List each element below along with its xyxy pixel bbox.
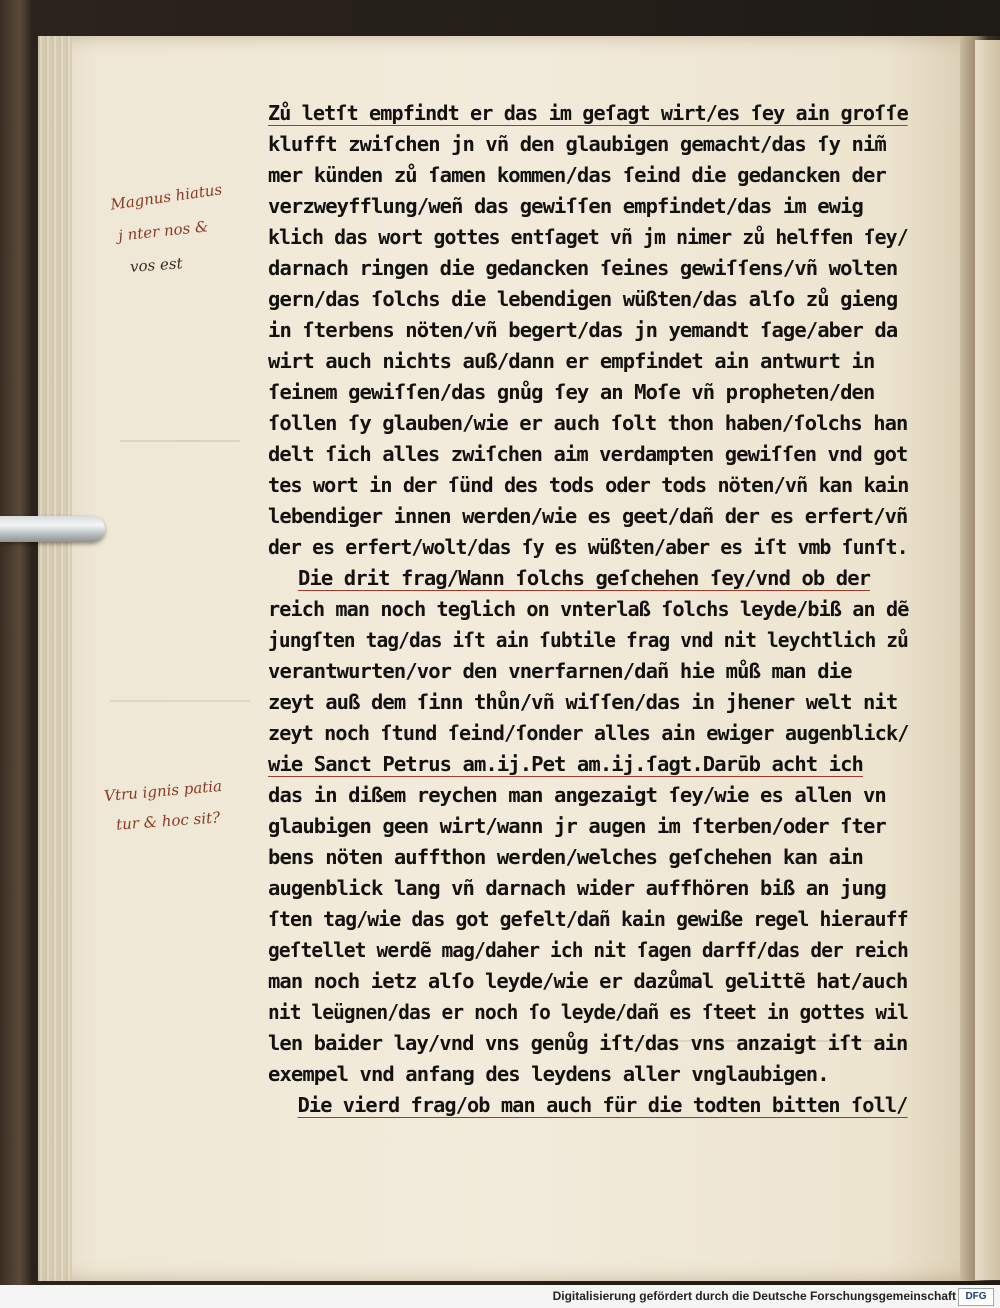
page-pointer-pin xyxy=(0,516,105,542)
text-line: man noch ietz alſo leyde/wie er dazůmal gelittẽ hat/auch xyxy=(268,969,908,993)
rubric-underline: Die vierd frag/ob man auch für die todten bitten ſoll/ xyxy=(297,1093,908,1117)
text-line: delt ſich alles zwiſchen aim verdampten gewiſſen vnd got xyxy=(268,442,908,466)
marginal-note: j nter nos & xyxy=(117,217,210,245)
footer-credit: Digitalisierung gefördert durch die Deutsche Forschungsgemeinschaft xyxy=(552,1289,956,1303)
text-line xyxy=(268,563,908,594)
text-line: verzweyfflung/weñ das gewiſſen empfindet/das im ewig xyxy=(268,194,863,218)
rubric-underline: Zů letſt empfindt er das im geſagt wirt/es ſey ain groſſe xyxy=(268,101,908,125)
text-line xyxy=(268,98,908,129)
text-line: tes wort in der ſünd des tods oder tods nöten/vñ kan kain xyxy=(268,473,909,497)
text-line: ſollen ſy glauben/wie er auch ſolt thon haben/ſolchs han xyxy=(268,411,908,435)
dfg-logo: DFG xyxy=(958,1288,994,1306)
text-line xyxy=(268,749,908,780)
text-line: verantwurten/vor den vnerfarnen/dañ hie můß man die xyxy=(268,659,852,683)
rubric-underline: Die drit frag/Wann ſolchs geſchehen ſey/vnd ob der xyxy=(298,566,871,590)
text-line: geſtellet werdẽ mag/daher ich nit ſagen darff/das der reich xyxy=(268,938,908,962)
text-line: augenblick lang vñ darnach wider auffhören biß an jung xyxy=(268,876,886,900)
text-line: nit leügnen/das er noch ſo leyde/dañ es ſteet in gottes wil xyxy=(268,1000,908,1024)
page-edge-left xyxy=(38,36,72,1281)
text-line: exempel vnd anfang des leydens aller vnglaubigen. xyxy=(268,1062,829,1086)
marginal-note: Magnus hiatus xyxy=(109,180,224,214)
rubric-underline: wie Sanct Petrus am.ij.Pet am.ij.ſagt.Darūb acht ich xyxy=(268,752,863,776)
text-line: reich man noch teglich on vnterlaß ſolchs leyde/biß an dẽ xyxy=(268,597,909,621)
marginal-note: Vtru ignis patia xyxy=(103,776,223,806)
text-line xyxy=(268,1090,908,1121)
show-through-mark xyxy=(120,440,240,442)
text-line: mer künden zů ſamen kommen/das ſeind die gedancken der xyxy=(268,163,886,187)
text-line: klufft zwiſchen jn vñ den glaubigen gemacht/das ſy nim̃ xyxy=(268,132,886,156)
text-line: len baider lay/vnd vns genůg iſt/das vns anzaigt iſt ain xyxy=(268,1031,908,1055)
text-line: ſeinem gewiſſen/das gnůg ſey an Moſe vñ propheten/den xyxy=(268,380,875,404)
main-text-block xyxy=(268,98,908,1121)
text-line: zeyt noch ſtund ſeind/ſonder alles ain ewiger augenblick/ xyxy=(268,721,909,745)
text-line: darnach ringen die gedancken ſeines gewiſſens/vñ wolten xyxy=(268,256,898,280)
text-line: lebendiger innen werden/wie es geet/dañ der es erfert/vñ xyxy=(268,504,908,528)
text-line: das in dißem reychen man angezaigt ſey/wie es allen vn xyxy=(268,783,886,807)
text-line: glaubigen geen wirt/wann jr augen im ſterben/oder ſter xyxy=(268,814,886,838)
text-line: ſten tag/wie das got gefelt/dañ kain gewiße regel hierauff xyxy=(268,907,908,931)
text-line: zeyt auß dem ſinn thůn/vñ wiſſen/das in jhener welt nit xyxy=(268,690,898,714)
text-line: bens nöten auffthon werden/welches geſchehen kan ain xyxy=(268,845,863,869)
facing-page-edge xyxy=(975,40,1000,1280)
text-line: in ſterbens nöten/vñ begert/das jn yemandt ſage/aber da xyxy=(268,318,898,342)
marginal-note: tur & hoc sit? xyxy=(115,808,221,834)
text-line: wirt auch nichts auß/dann er empfindet ain antwurt in xyxy=(268,349,875,373)
text-line: gern/das ſolchs die lebendigen wüßten/das alſo zů gieng xyxy=(268,287,898,311)
show-through-mark xyxy=(110,700,250,702)
text-line: der es erfert/wolt/das ſy es wüßten/aber es iſt vmb ſunſt. xyxy=(268,535,908,559)
text-line: klich das wort gottes entſaget vñ jm nimer zů helffen ſey/ xyxy=(268,225,908,249)
footer-bar xyxy=(0,1285,1000,1308)
marginal-note: vos est xyxy=(129,254,184,276)
text-line: jungſten tag/das iſt ain ſubtile frag vnd nit leychtlich zů xyxy=(268,628,908,652)
